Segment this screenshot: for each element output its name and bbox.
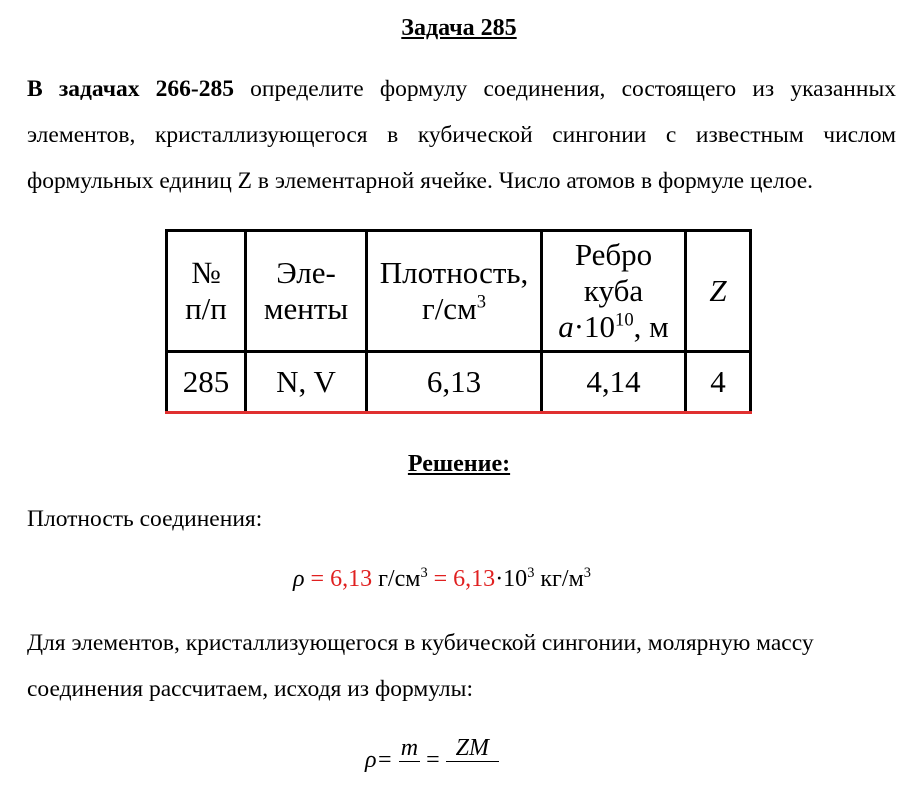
problem-data-table <box>165 229 752 414</box>
header-cube-edge: Ребро куба $a\cdot 10^{10}$, м <box>542 231 686 352</box>
paragraph-line-1: Для элементов, кристаллизующегося в кубической сингонии, молярную массу <box>27 630 814 656</box>
molar-mass-formula: ρ= m = ZM <box>365 735 499 788</box>
paragraph-line-2: соединения рассчитаем, исходя из формулы: <box>27 676 473 702</box>
header-density: Плотность, $г/см^3$ <box>367 231 542 352</box>
fraction-zm: ZM <box>446 735 499 788</box>
cell-number: 285 <box>167 352 246 413</box>
cell-density: 6,13 <box>367 352 542 413</box>
header-number: № п/п <box>167 231 246 352</box>
cell-elements: N, V <box>246 352 367 413</box>
page-title: Задача 285 <box>401 15 517 41</box>
problem-statement <box>27 66 896 204</box>
density-label: Плотность соединения: <box>27 506 263 532</box>
header-z: Z <box>686 231 751 352</box>
header-elements: Эле- менты <box>246 231 367 352</box>
table-header-row <box>167 231 751 352</box>
problem-text: определите формулу соединения, состоящего из указанных элементов, кристаллизующегося в кубической сингонии с известным числом формульных единиц Z в элементарной ячейке. Число атомов в формуле целое. <box>27 76 896 194</box>
table-row <box>167 352 751 413</box>
density-formula: ρ = 6,13 $г/см^3 = 6,13\cdot 10^3$ $кг/м^3$ <box>293 565 591 592</box>
fraction-m-over-v: m <box>400 735 419 761</box>
solution-heading: Решение: <box>407 451 511 477</box>
problem-range-label: В задачах 266-285 <box>27 76 234 102</box>
cell-z: 4 <box>686 352 751 413</box>
cell-edge: 4,14 <box>542 352 686 413</box>
